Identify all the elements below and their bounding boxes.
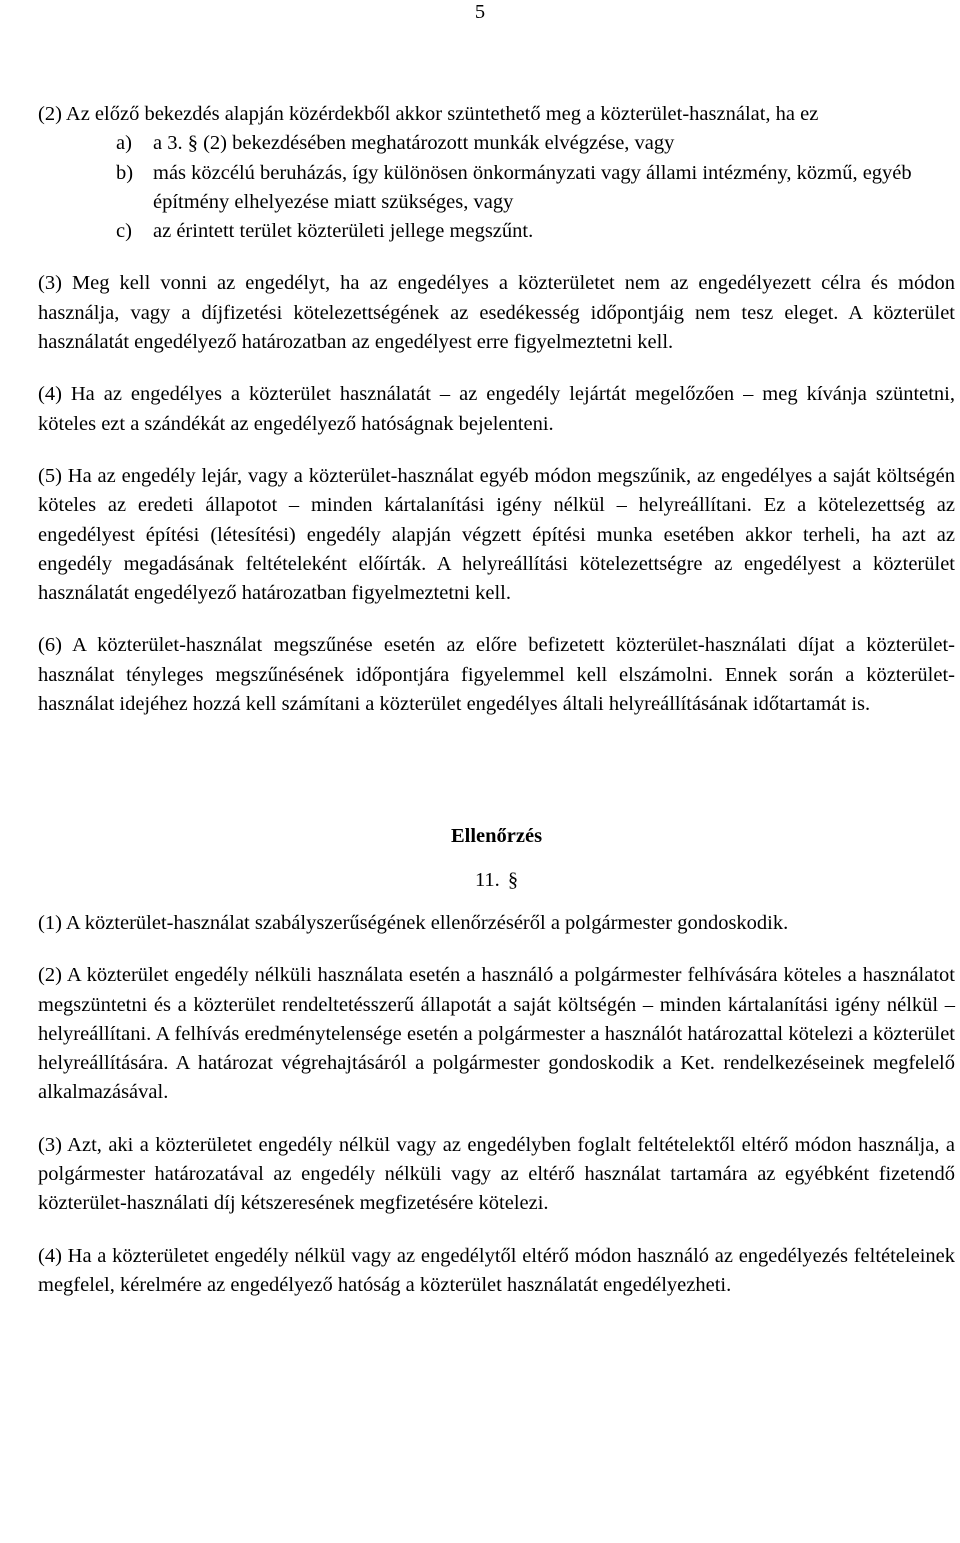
list-item <box>38 159 955 218</box>
list-item-text: más közcélú beruházás, így különösen önkormányzati vagy állami intézmény, közmű, egyéb építmény elhelyezése miatt szükséges, vagy <box>153 161 912 213</box>
document-body <box>38 100 955 1300</box>
paragraph-5: (5) Ha az engedély lejár, vagy a közterület-használat egyéb módon megszűnik, az engedélyes a saját költségén köteles az eredeti állapotot – minden kártalanítási igény nélkül – helyreállítani. Ez a kötelezettség az engedélyest építési (létesítési) engedély alapján végzett építési munka esetében akkor terheli, ha azt az engedély megadásának feltételeként előírták. A helyreállítási kötelezettségre az engedélyest a közterület használatát engedélyező határozatban figyelmeztetni kell. <box>38 464 955 605</box>
list-item <box>38 129 955 158</box>
list-item-label: a) <box>116 132 132 155</box>
paragraph-3: (3) Meg kell vonni az engedélyt, ha az engedélyes a közterületet nem az engedélyezett célra és módon használja, vagy a díjfizetési kötelezettségének az esedékesség időpontjáig nem tesz eleget. A közterület használatát engedélyező határozatban az engedélyest erre figyelmeztetni kell. <box>38 272 955 354</box>
section-title: Ellenőrzés <box>450 825 543 848</box>
section-symbol: § <box>507 868 519 891</box>
list-item <box>38 217 955 246</box>
section-11-paragraph-4: (4) Ha a közterületet engedély nélkül vagy az engedélytől eltérő módon használó az engedélyezés feltételeinek megfelel, kérelmére az engedélyező hatóság a közterület használatát engedélyezheti. <box>38 1244 955 1296</box>
section-number <box>38 866 955 895</box>
paragraph-6: (6) A közterület-használat megszűnése esetén az előre befizetett közterület-használati díjat a közterület-használat tényleges megszűnésének időpontjára figyelemmel kell elszámolni. Ennek során a közterület-használat idejéhez hozzá kell számítani a közterület engedélyes általi helyreállításának időtartamát is. <box>38 634 955 716</box>
section-11-paragraph-3: (3) Azt, aki a közterületet engedély nélkül vagy az engedélyben foglalt feltételektől eltérő módon használja, a polgármester határozatával az engedély nélküli vagy az eltérő használat tartamára az egyébként fizetendő közterület-használati díj kétszeresének megfizetésére kötelezi. <box>38 1133 955 1215</box>
list-item-label: b) <box>116 161 134 184</box>
paragraph-4: (4) Ha az engedélyes a közterület használatát – az engedély lejártát megelőzően – meg kívánja szüntetni, köteles ezt a szándékát az engedélyező hatóságnak bejelenteni. <box>38 383 955 435</box>
section-11-paragraph-1: (1) A közterület-használat szabályszerűségének ellenőrzéséről a polgármester gondoskodik. <box>38 911 789 934</box>
condition-list <box>38 129 955 246</box>
page-number: 5 <box>474 1 486 23</box>
list-item-text: a 3. § (2) bekezdésében meghatározott munkák elvégzése, vagy <box>153 132 675 155</box>
list-item-label: c) <box>116 220 132 243</box>
section-number-value: 11. <box>474 868 500 891</box>
list-item-text: az érintett terület közterületi jellege megszűnt. <box>153 220 534 243</box>
paragraph-2-intro: (2) Az előző bekezdés alapján közérdekből akkor szüntethető meg a közterület-használat, ha ez <box>38 103 819 125</box>
section-11-paragraph-2: (2) A közterület engedély nélküli használata esetén a használó a polgármester felhívására köteles a használatot megszüntetni és a közterület rendeltetésszerű állapotát a saját költségén – minden kártalanítási igény nélkül – helyreállítani. A felhívás eredménytelensége esetén a polgármester a használót határozattal kötelezi a közterület helyreállítására. A határozat végrehajtásáról a polgármester gondoskodik a Ket. rendelkezéseinek megfelelő alkalmazásával. <box>38 964 955 1104</box>
